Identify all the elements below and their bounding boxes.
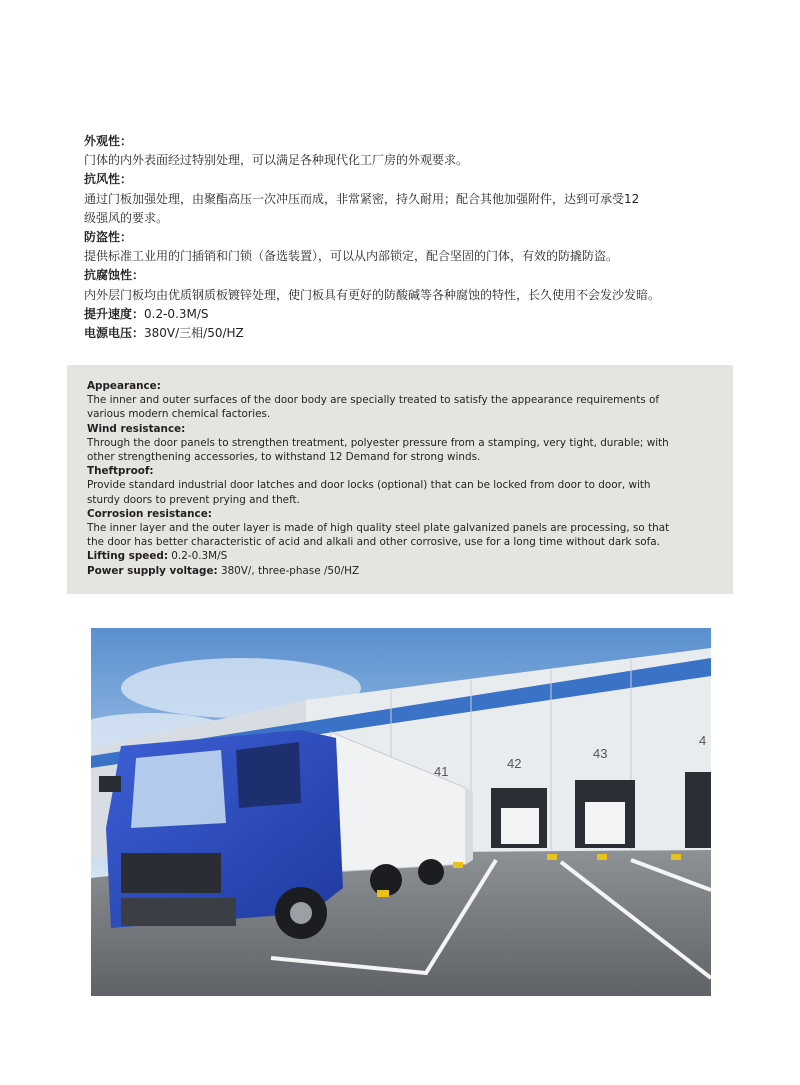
en-voltage-value: 380V/, three-phase /50/HZ: [217, 564, 360, 577]
cn-appearance-title: 外观性：: [84, 134, 133, 148]
truck-loading-dock-photo: [91, 628, 711, 996]
cn-appearance-text: 门体的内外表面经过特别处理，可以满足各种现代化工厂房的外观要求。: [84, 153, 469, 168]
en-theft-text-2: sturdy doors to prevent prying and theft.: [87, 493, 300, 506]
en-appearance-title: Appearance:: [87, 380, 161, 392]
cn-theft-text: 提供标准工业用的门插销和门锁（备选装置），可以从内部锁定，配合坚固的门体，有效的防撬防盗。: [84, 249, 619, 264]
cn-wind-title: 抗风性：: [84, 172, 133, 187]
en-speed-value: 0.2-0.3M/S: [168, 550, 228, 563]
dock-number: 43: [593, 746, 608, 761]
en-corrosion-text-1: The inner layer and the outer layer is made of high quality steel plate galvanized panels are processing, so that: [87, 522, 670, 535]
en-wind-title: Wind resistance:: [87, 422, 186, 435]
dock-number: 42: [507, 756, 522, 771]
cn-wind-text-2: 级强风的要求。: [84, 210, 169, 225]
truck-mirror: [99, 776, 121, 792]
cn-voltage-line: [84, 324, 744, 343]
cn-speed-line: [84, 305, 744, 324]
cn-speed-value: 0.2-0.3M/S: [144, 306, 209, 321]
en-wind-text-2: other strengthening accessories, to withstand 12 Demand for strong winds.: [87, 451, 481, 464]
truck-wheel: [418, 859, 444, 885]
cn-wind-text-1: 通过门板加强处理，由聚酯高压一次冲压而成，非常紧密，持久耐用；配合其他加强附件，达到可承受12: [84, 191, 640, 206]
dock-number: 4: [699, 733, 707, 748]
cn-speed-label: 提升速度：: [84, 306, 145, 321]
cn-theft-title: 防盗性：: [84, 230, 133, 245]
en-appearance-text-1: The inner and outer surfaces of the door body are specially treated to satisfy the appearance requirements of: [87, 394, 660, 407]
cn-corrosion-title: 抗腐蚀性：: [84, 268, 145, 283]
truck-windshield: [131, 750, 226, 828]
en-speed-line: [87, 549, 717, 563]
en-wind-text-1: Through the door panels to strengthen treatment, polyester pressure from a stamping, very tight, durable; with: [87, 436, 669, 449]
en-theft-text-1: Provide standard industrial door latches and door locks (optional) that can be locked from door to door, with: [87, 479, 651, 492]
truck-bumper: [121, 898, 236, 926]
chinese-spec-section: [84, 132, 744, 343]
en-voltage-line: [87, 564, 717, 578]
en-corrosion-text-2: the door has better characteristic of acid and alkali and other corrosive, use for a long time without dark sofa.: [87, 536, 660, 549]
trailer-rear: [466, 788, 473, 864]
en-speed-label: Lifting speed:: [87, 550, 168, 563]
cn-voltage-value: 380V/三相/50/HZ: [144, 326, 244, 341]
truck-grille: [121, 853, 221, 893]
dock-number: 41: [434, 764, 449, 779]
cn-corrosion-text: 内外层门板均由优质钢质板镀锌处理，使门板具有更好的防酸碱等各种腐蚀的特性，长久使用不会发沙发暗。: [84, 287, 661, 302]
en-corrosion-title: Corrosion resistance:: [87, 507, 212, 520]
truck-hubcap: [290, 902, 312, 924]
en-voltage-label: Power supply voltage:: [87, 564, 218, 577]
truck-side-window: [236, 742, 301, 808]
en-appearance-text-2: various modern chemical factories.: [87, 408, 271, 421]
cn-voltage-label: 电源电压：: [84, 326, 145, 341]
english-spec-box: [67, 365, 733, 594]
en-theft-title: Theftproof:: [87, 465, 154, 478]
